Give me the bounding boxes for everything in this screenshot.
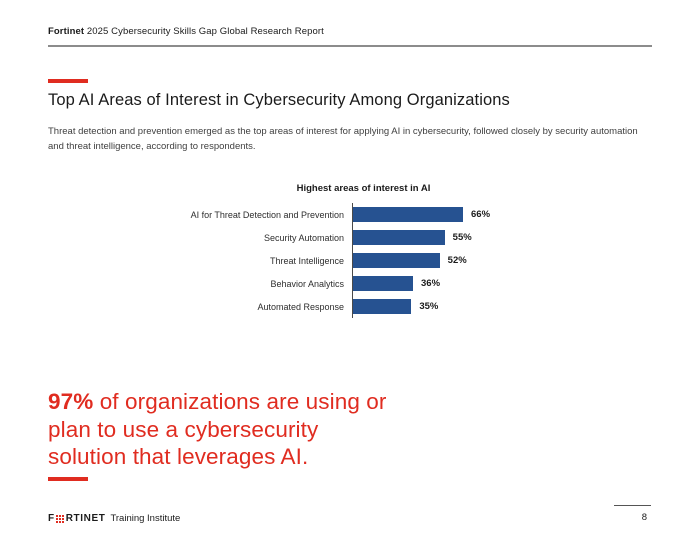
logo-letters-rtinet: RTINET: [65, 513, 106, 524]
chart-bar: [353, 230, 445, 245]
fortinet-logo-dots-icon: [56, 515, 64, 523]
chart-category-label: Security Automation: [263, 232, 344, 243]
page-number-rule: [614, 505, 651, 506]
page-subtitle: Threat detection and prevention emerged as the top areas of interest for applying AI in cybersecurity, followed closely by security automation and threat intelligence, according to respondents.: [48, 126, 638, 152]
training-institute-label: Training Institute: [110, 513, 181, 524]
bar-chart: [189, 203, 529, 318]
chart-value-label: 52%: [447, 255, 467, 266]
highlight-stat: 97%: [48, 389, 94, 414]
header-title: 2025 Cybersecurity Skills Gap Global Research Report: [84, 26, 324, 37]
chart-bar: [353, 253, 440, 268]
chart-category-label: AI for Threat Detection and Prevention: [190, 209, 344, 220]
fortinet-logo: [48, 513, 180, 524]
chart-value-label: 36%: [421, 278, 441, 289]
chart-row: [189, 203, 529, 226]
chart-rows: [189, 203, 529, 318]
chart-bar-cell: [352, 295, 529, 318]
accent-dash-top: [48, 79, 88, 83]
chart-category-label: Threat Intelligence: [269, 255, 344, 266]
chart-row: [189, 295, 529, 318]
chart-bar-cell: [352, 203, 529, 226]
chart-row: [189, 272, 529, 295]
chart-bar: [353, 299, 411, 314]
chart-bar: [353, 207, 463, 222]
chart-category-label: Behavior Analytics: [270, 278, 344, 289]
page-number-block: [614, 505, 651, 523]
chart-value-label: 35%: [419, 301, 439, 312]
chart-category-label: Automated Response: [257, 301, 344, 312]
chart-row: [189, 249, 529, 272]
logo-letter-f: F: [48, 513, 55, 524]
page-number: 8: [641, 512, 647, 523]
chart-value-label: 55%: [452, 232, 472, 243]
header-brand: Fortinet: [48, 26, 85, 37]
chart-value-label: 66%: [471, 209, 491, 220]
page-title: Top AI Areas of Interest in Cybersecurity Among Organizations: [48, 91, 510, 109]
chart-title: Highest areas of interest in AI: [296, 183, 431, 194]
chart-row: [189, 226, 529, 249]
accent-dash-bottom: [48, 477, 88, 481]
chart-bar-cell: [352, 249, 529, 272]
highlight-text: of organizations are using or plan to use a cybersecurity solution that leverages AI.: [48, 389, 387, 469]
highlight-statement: [48, 388, 393, 471]
report-header: [48, 26, 652, 47]
chart-bar-cell: [352, 272, 529, 295]
chart-bar: [353, 276, 413, 291]
chart-bar-cell: [352, 226, 529, 249]
